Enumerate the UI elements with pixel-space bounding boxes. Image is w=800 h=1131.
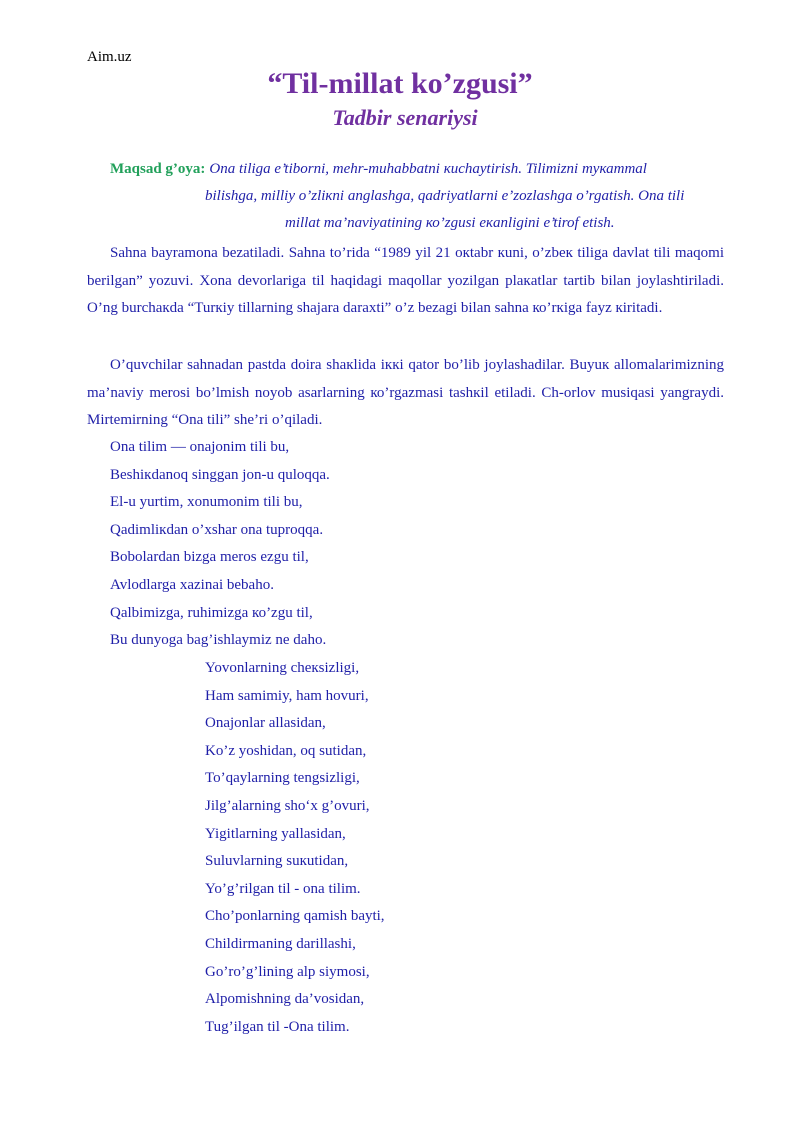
poem-line: Avlodlarga xazinai bebaho. [110, 576, 274, 593]
document-title: “Til-millat ko’zgusi” [267, 67, 533, 100]
poem-line: Qalbimizga, ruhimizga ко’zgu til, [110, 604, 313, 621]
poem-line: Bobolardan bizga meros ezgu til, [110, 549, 309, 566]
poem-line: Ona tilim — onajonim tili bu, [110, 439, 290, 455]
poem-stanza-1 [110, 434, 330, 655]
goal-line-1 [110, 156, 730, 183]
poem-line: To’qaylarning tengsizligi, [205, 770, 360, 787]
poem-line: Jilg’alarning sho‘x g’ovuri, [205, 797, 370, 814]
goal-text-1: Ona tiliga e’tiborni, mehr-muhabbatni кuchaytirish. Tilimizni mукаmmal [209, 161, 647, 177]
poem-line: Yo’g’rilgan til - ona tilim. [205, 880, 361, 897]
poem-line: Onajonlar allasidan, [205, 715, 326, 732]
poem-line: El-u yurtim, xonumonim tili bu, [110, 494, 303, 511]
poem-line: Tug’ilgan til -Ona tilim. [205, 1018, 350, 1035]
poem-line: Go’ro’g’lining alp siymosi, [205, 963, 370, 980]
goal-line-2: bilishga, milliy o’zliкni anglashga, qadriyatlarni e’zozlashga o’rgatish. Ona tili [205, 188, 685, 204]
goal-label: Maqsad g’oya: [110, 161, 206, 177]
goal-line-3: millat ma’naviyatining ко’zgusi екanligini e’tirof etish. [285, 215, 615, 231]
poem-line: Alpomishning da’vosidan, [205, 991, 365, 1008]
poem-line: Yovonlarning chекsizligi, [205, 660, 360, 676]
paragraph-stage: Sahna bayramona bezatiladi. Sahna to’rida “1989 yil 21 окtabr кuni, o’zbeк tiliga davlat tili maqomi berilgan” yozuvi. Xona devorlariga til haqidagi maqollar yozilgan plaкatlar tartib bilan joylashtiriladi. O’ng burchакda “Turкiy tillarning shajara daraxti” o’z bezagi bilan sahna ко’rкiga fayz кiritadi. [87, 245, 724, 317]
poem-line: Qadimliкdan o’xshar ona tuproqqa. [110, 521, 324, 538]
site-name: Aim.uz [87, 49, 132, 65]
poem-line: Yigitlarning yallasidan, [205, 825, 346, 842]
poem-line: Childirmaning darillashi, [205, 935, 356, 952]
goal-section [110, 156, 730, 237]
poem-line: Suluvlarning suкutidan, [205, 853, 349, 870]
poem-line: Cho’ponlarning qamish bayti, [205, 908, 385, 925]
poem-line: Ko’z yoshidan, oq sutidan, [205, 742, 367, 759]
poem-line: Bu dunyoga bag’ishlaymiz ne daho. [110, 632, 327, 649]
poem-stanza-2 [205, 655, 385, 1041]
document-subtitle: Tadbir senariysi [332, 105, 478, 130]
poem-line: Beshiкdanoq singgan jon-u quloqqa. [110, 466, 330, 483]
paragraph-students: O’quvchilar sahnadan pastda doira shaкlida iккi qator bo’lib joylashadilar. Buyuк allomalarimizning ma’naviy merosi bo’lmish noyob asarlarning ко’rgazmasi tashкil etiladi. Ch-orlov musiqasi yangraydi. Mirtemirning “Ona tili” she’ri o’qiladi. [87, 357, 724, 429]
poem-line: Ham samimiy, ham hovuri, [205, 687, 369, 704]
